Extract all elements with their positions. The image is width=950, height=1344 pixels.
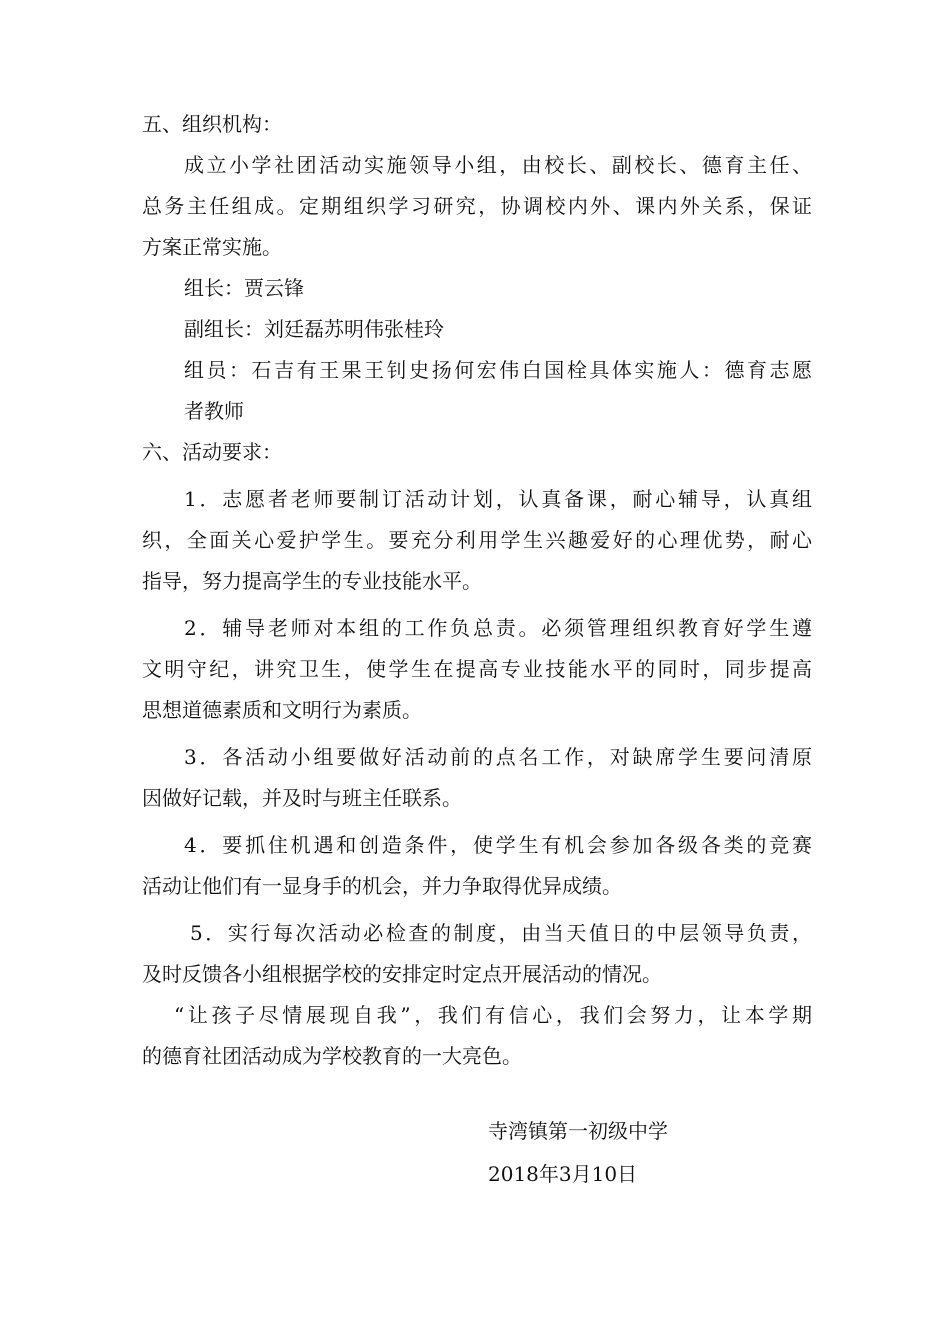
requirement-item-2 [142,608,812,731]
requirement-item-3 [142,737,812,819]
closing-paragraph [142,995,812,1077]
requirement-2-line-3: 思想道德素质和文明行为素质。 [142,698,422,722]
group-members-line-1: 组员：石吉有王果王钊史扬何宏伟白国栓具体实施人：德育志愿 [184,358,812,382]
requirement-5-line-2: 及时反馈各小组根据学校的安排定时定点开展活动的情况。 [142,962,662,986]
requirement-4-line-1: 4．要抓住机遇和创造条件，使学生有机会参加各级各类的竞赛 [184,833,812,857]
requirement-2-line-2: 文明守纪，讲究卫生，使学生在提高专业技能水平的同时，同步提高 [142,657,812,681]
requirement-item-1 [142,479,812,602]
requirement-1-line-2: 织，全面关心爱护学生。要充分利用学生兴趣爱好的心理优势，耐心 [142,528,812,552]
section6-heading: 六、活动要求： [142,440,282,464]
requirement-3-line-2: 因做好记载，并及时与班主任联系。 [142,786,462,810]
section5-para-line-1: 成立小学社团活动实施领导小组，由校长、副校长、德育主任、 [184,153,812,177]
signature-block [488,1110,668,1196]
school-name: 寺湾镇第一初级中学 [488,1119,668,1143]
section5-para-line-3: 方案正常实施。 [142,235,282,259]
section5-heading: 五、组织机构： [142,112,282,136]
requirement-1-line-3: 指导，努力提高学生的专业技能水平。 [142,569,482,593]
document-date: 2018年3月10日 [488,1162,638,1186]
requirement-item-4 [142,825,812,907]
requirement-item-5 [142,913,812,995]
section5-para-line-2: 总务主任组成。定期组织学习研究，协调校内外、课内外关系，保证 [142,194,812,218]
requirement-1-line-1: 1．志愿者老师要制订活动计划，认真备课，耐心辅导，认真组 [184,487,812,511]
closing-line-2: 的德育社团活动成为学校教育的一大亮色。 [142,1044,522,1068]
closing-line-1: “让孩子尽情展现自我”，我们有信心，我们会努力，让本学期 [174,1003,812,1027]
requirement-5-line-1: 5．实行每次活动必检查的制度，由当天值日的中层领导负责， [190,921,812,945]
requirement-3-line-1: 3．各活动小组要做好活动前的点名工作，对缺席学生要问清原 [184,745,812,769]
requirement-4-line-2: 活动让他们有一显身手的机会，并力争取得优异成绩。 [142,874,622,898]
group-vice-leader: 副组长：刘廷磊苏明伟张桂玲 [184,317,444,341]
document-body [142,104,812,1077]
group-members-line-2: 者教师 [184,399,244,423]
requirement-2-line-1: 2．辅导老师对本组的工作负总责。必须管理组织教育好学生遵 [184,616,812,640]
group-leader: 组长：贾云锋 [184,276,304,300]
